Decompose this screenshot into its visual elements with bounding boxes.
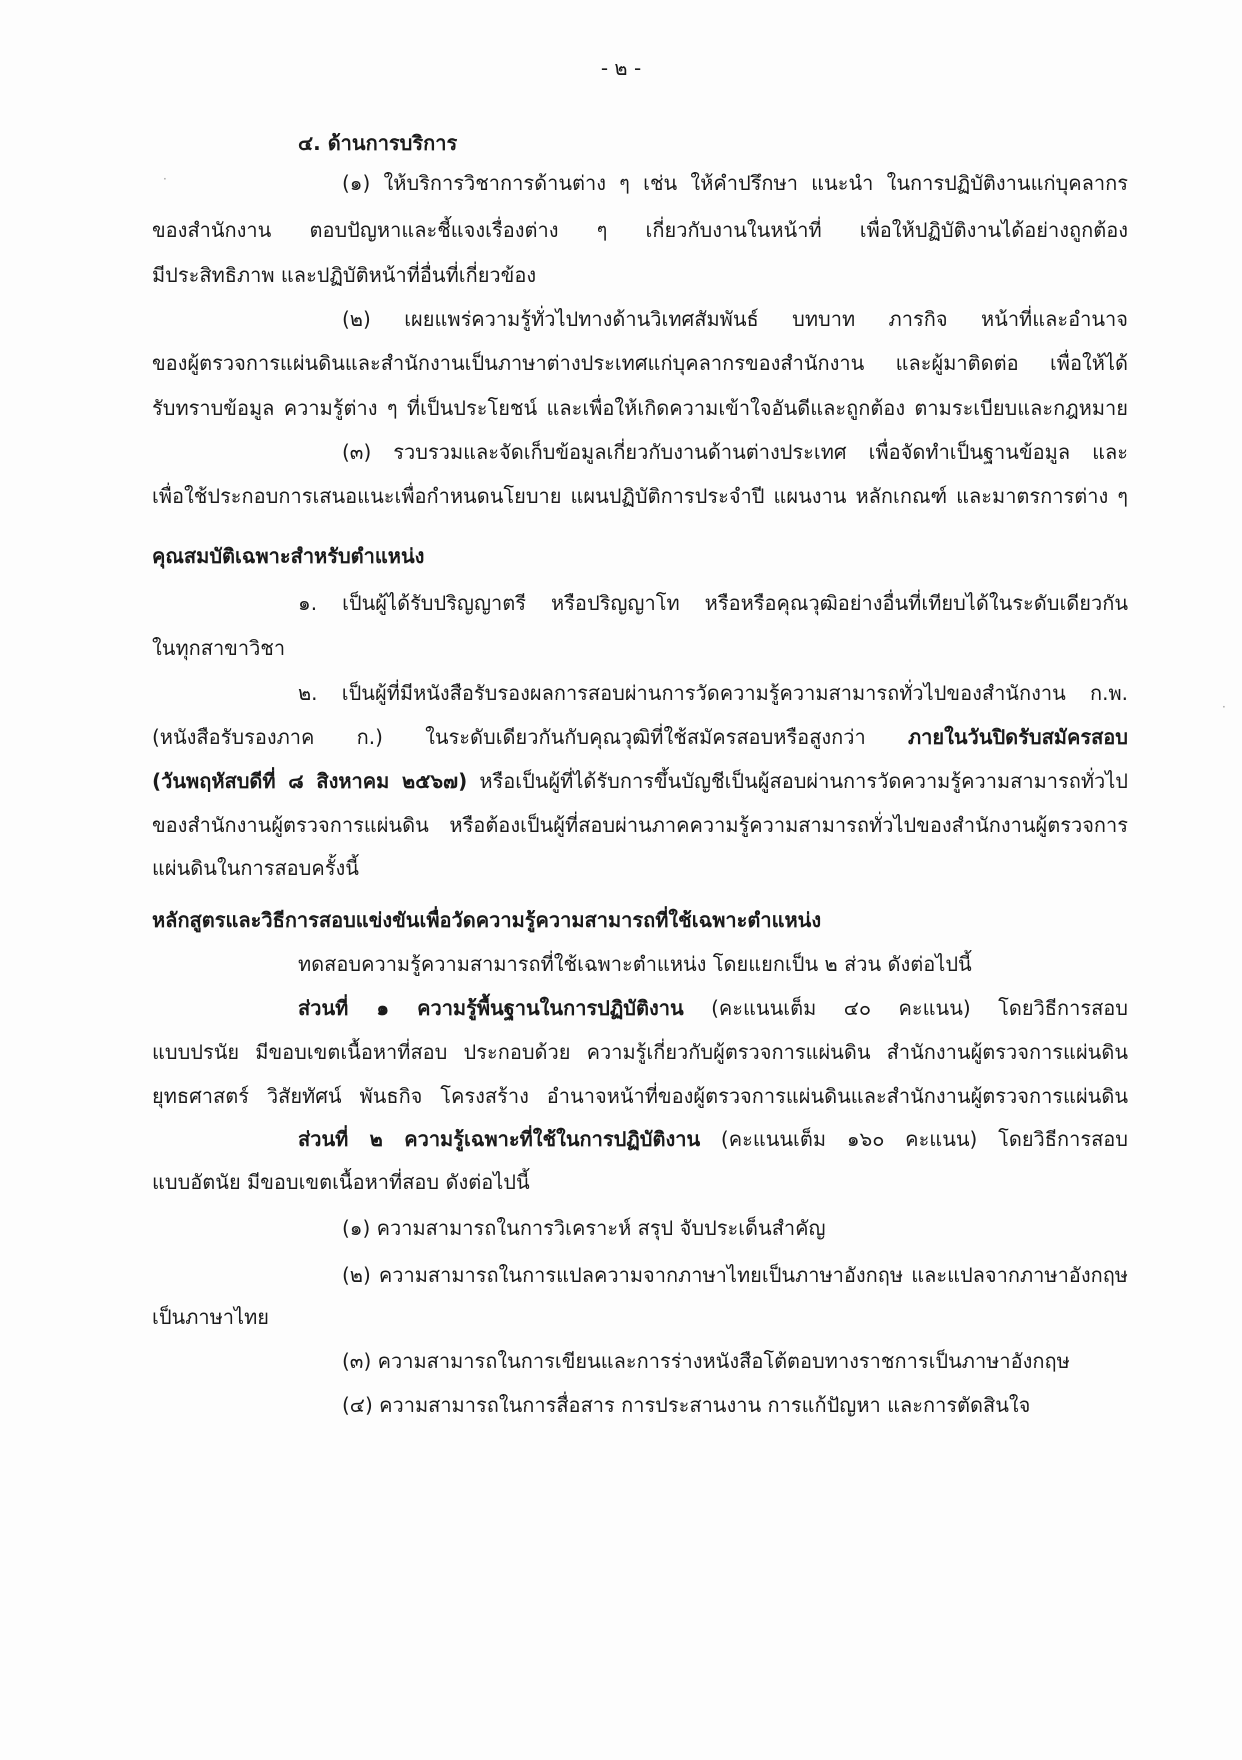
paragraph-line: เพื่อใช้ประกอบการเสนอแนะเพื่อกำหนดนโยบาย แผนปฏิบัติการประจำปี แผนงาน หลักเกณฑ์ และมาตรการต่าง ๆ: [152, 484, 1128, 508]
paragraph-text: (คะแนนเต็ม ๑๖๐ คะแนน) โดยวิธีการสอบ: [700, 1127, 1128, 1151]
paragraph-line: แบบอัตนัย มีขอบเขตเนื้อหาที่สอบ ดังต่อไปนี้: [152, 1170, 530, 1194]
paragraph-line: ของสำนักงานผู้ตรวจการแผ่นดิน หรือต้องเป็นผู้ที่สอบผ่านภาคความรู้ความสามารถทั่วไปของสำนักงานผู้ตรวจการ: [152, 813, 1128, 837]
paragraph-line: (๑) ให้บริการวิชาการด้านต่าง ๆ เช่น ให้คำปรึกษา แนะนำ ในการปฏิบัติงานแก่บุคลากร: [342, 171, 1128, 195]
paragraph-line: (๒) เผยแพร่ความรู้ทั่วไปทางด้านวิเทศสัมพันธ์ บทบาท ภารกิจ หน้าที่และอำนาจ: [342, 307, 1128, 331]
page-number: - ๒ -: [600, 56, 642, 80]
bold-date-text: (วันพฤหัสบดีที่ ๘ สิงหาคม ๒๕๖๗): [152, 769, 468, 793]
paragraph-line: (๓) รวบรวมและจัดเก็บข้อมูลเกี่ยวกับงานด้านต่างประเทศ เพื่อจัดทำเป็นฐานข้อมูล และ: [342, 440, 1128, 464]
paragraph-line: รับทราบข้อมูล ความรู้ต่าง ๆ ที่เป็นประโยชน์ และเพื่อให้เกิดความเข้าใจอันดีและถูกต้อง ตามระเบียบและกฎหมาย: [152, 396, 1128, 420]
paragraph-line: ๒. เป็นผู้ที่มีหนังสือรับรองผลการสอบผ่านการวัดความรู้ความสามารถทั่วไปของสำนักงาน ก.พ.: [298, 681, 1128, 705]
section-heading-qualifications: คุณสมบัติเฉพาะสำหรับตำแหน่ง: [152, 544, 425, 568]
list-item: (๔) ความสามารถในการสื่อสาร การประสานงาน การแก้ปัญหา และการตัดสินใจ: [342, 1393, 1031, 1417]
paragraph-line: [152, 722, 1128, 752]
section-heading-exam: หลักสูตรและวิธีการสอบแข่งขันเพื่อวัดความรู้ความสามารถที่ใช้เฉพาะตำแหน่ง: [152, 908, 822, 932]
paragraph-text: หรือเป็นผู้ที่ได้รับการขึ้นบัญชีเป็นผู้สอบผ่านการวัดความรู้ความสามารถทั่วไป: [467, 769, 1128, 793]
paragraph-line: ในทุกสาขาวิชา: [152, 636, 286, 660]
scan-speck: ·: [163, 172, 167, 186]
paragraph-line: ของสำนักงาน ตอบปัญหาและชี้แจงเรื่องต่าง ๆ เกี่ยวกับงานในหน้าที่ เพื่อให้ปฏิบัติงานได้อย่างถูกต้อง: [152, 218, 1128, 242]
list-item: (๑) ความสามารถในการวิเคราะห์ สรุป จับประเด็นสำคัญ: [342, 1216, 826, 1240]
paragraph-line: [298, 993, 1128, 1023]
bold-deadline-text: ภายในวันปิดรับสมัครสอบ: [907, 725, 1128, 749]
paragraph-text: (หนังสือรับรองภาค ก.) ในระดับเดียวกันกับคุณวุฒิที่ใช้สมัครสอบหรือสูงกว่า: [152, 725, 908, 749]
paragraph-line: แผ่นดินในการสอบครั้งนี้: [152, 856, 359, 880]
paragraph-line: มีประสิทธิภาพ และปฏิบัติหน้าที่อื่นที่เกี่ยวข้อง: [152, 263, 537, 287]
part1-title: ส่วนที่ ๑ ความรู้พื้นฐานในการปฏิบัติงาน: [298, 996, 684, 1020]
paragraph-line: ๑. เป็นผู้ได้รับปริญญาตรี หรือปริญญาโท หรือหรือคุณวุฒิอย่างอื่นที่เทียบได้ในระดับเดียวกัน: [298, 591, 1128, 615]
section-heading-services: ๔. ด้านการบริการ: [298, 131, 458, 155]
list-item: (๒) ความสามารถในการแปลความจากภาษาไทยเป็นภาษาอังกฤษ และแปลจากภาษาอังกฤษ: [342, 1263, 1128, 1287]
part2-title: ส่วนที่ ๒ ความรู้เฉพาะที่ใช้ในการปฏิบัติงาน: [298, 1127, 701, 1151]
list-item-continuation: เป็นภาษาไทย: [152, 1305, 269, 1329]
list-item: (๓) ความสามารถในการเขียนและการร่างหนังสือโต้ตอบทางราชการเป็นภาษาอังกฤษ: [342, 1349, 1070, 1373]
paragraph-line: ของผู้ตรวจการแผ่นดินและสำนักงานเป็นภาษาต่างประเทศแก่บุคลากรของสำนักงาน และผู้มาติดต่อ เพื่อให้ได้: [152, 351, 1128, 375]
paragraph-line: [152, 766, 1128, 796]
scan-speck: ·: [1222, 700, 1226, 714]
paragraph-line: [298, 1124, 1128, 1154]
paragraph-line: ยุทธศาสตร์ วิสัยทัศน์ พันธกิจ โครงสร้าง อำนาจหน้าที่ของผู้ตรวจการแผ่นดินและสำนักงานผู้ตรวจการแผ่นดิน: [152, 1084, 1128, 1108]
paragraph-text: (คะแนนเต็ม ๔๐ คะแนน) โดยวิธีการสอบ: [683, 996, 1129, 1020]
paragraph-line: ทดสอบความรู้ความสามารถที่ใช้เฉพาะตำแหน่ง โดยแยกเป็น ๒ ส่วน ดังต่อไปนี้: [298, 952, 972, 976]
paragraph-line: แบบปรนัย มีขอบเขตเนื้อหาที่สอบ ประกอบด้วย ความรู้เกี่ยวกับผู้ตรวจการแผ่นดิน สำนักงานผู้ตรวจการแผ่นดิน: [152, 1040, 1128, 1064]
